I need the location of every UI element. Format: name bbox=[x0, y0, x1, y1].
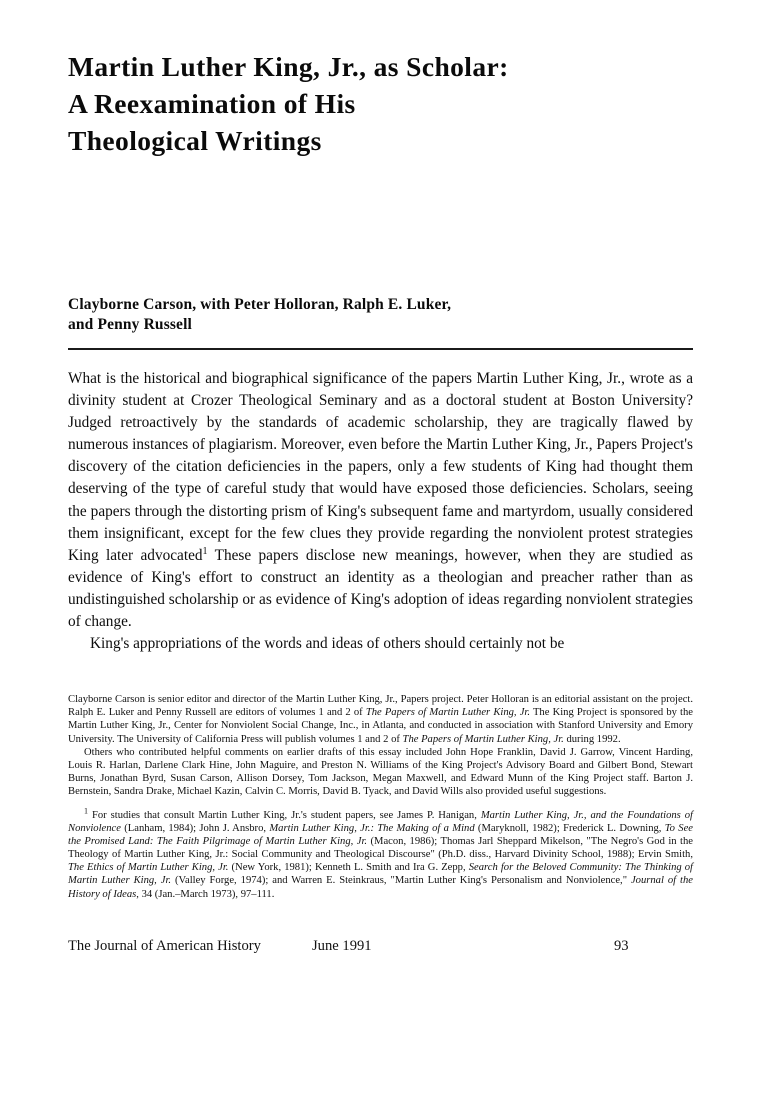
note1-segment-3: (Maryknoll, 1982); Frederick L. Downing, bbox=[474, 823, 665, 835]
footnote-number-1: 1 bbox=[84, 806, 88, 816]
note1-italic-3: To See the Promised Land: The Faith Pilgrimage of Martin Luther King, Jr. bbox=[68, 823, 693, 848]
body-paragraph-1 bbox=[68, 368, 693, 633]
footnote-acknowledgments: Others who contributed helpful comments on earlier drafts of this essay included John Hope Franklin, David J. Garrow, Vincent Harding, Louis R. Harlan, Darlene Clark Hine, John Maguire, and Preston N. Williams of the King Project's Advisory Board and Gilbert Bond, Stewart Burns, Jonathan Byrd, Susan Carson, Allison Dorsey, Tom Jackson, Megan Maxwell, and Edward Munn of the King Project staff. Barton J. Bernstein, Sandra Drake, Michael Kazin, Calvin C. Morris, David B. Tyack, and David Wills also provided useful suggestions. bbox=[68, 746, 693, 797]
bio-italic-title-2: The Papers of Martin Luther King, Jr. bbox=[402, 733, 564, 745]
footnote-reference-1[interactable]: 1 bbox=[202, 545, 208, 557]
byline-line-1: Clayborne Carson, with Peter Holloran, Ralph E. Luker, bbox=[68, 296, 452, 313]
note1-segment-5: (New York, 1981); Kenneth L. Smith and Ira G. Zepp, bbox=[228, 862, 469, 874]
article-title-line-3: Theological Writings bbox=[68, 125, 322, 156]
body-paragraph-2: King's appropriations of the words and ideas of others should certainly not be bbox=[90, 635, 565, 653]
bio-italic-title-1: The Papers of Martin Luther King, Jr. bbox=[365, 707, 531, 719]
article-byline bbox=[68, 295, 693, 350]
bio-segment-3: during 1992. bbox=[563, 733, 621, 745]
footer-page-number: 93 bbox=[614, 938, 629, 954]
bio-segment-2: The King Project is sponsored by the Martin Luther King, Jr., Center for Nonviolent Social Change, Inc., in Atlanta, and conducted in association with Stanford University and Emory University. The University of California Press will publish volumes 1 and 2 of bbox=[68, 707, 694, 745]
note1-segment-6: (Valley Forge, 1974); and Warren E. Steinkraus, "Martin Luther King's Personalism and Nonviolence," bbox=[171, 875, 631, 887]
article-title-line-1: Martin Luther King, Jr., as Scholar: bbox=[68, 51, 509, 82]
note1-italic-6: Journal of the History of Ideas bbox=[68, 875, 693, 900]
body-paragraph-1-text-b: These papers disclose new meanings, however, when they are studied as evidence of King's effort to construct an identity as a theologian and preacher rather than as undistinguished scholarship or as evidence of King's adoption of ideas regarding nonviolent strategies of change. bbox=[68, 546, 694, 631]
note1-segment-7: , 34 (Jan.–March 1973), 97–111. bbox=[136, 888, 275, 900]
article-title bbox=[68, 0, 693, 159]
note1-segment-2: (Lanham, 1984); John J. Ansbro, bbox=[120, 823, 270, 835]
byline-line-2: and Penny Russell bbox=[68, 315, 192, 333]
article-title-line-2: A Reexamination of His bbox=[68, 88, 356, 119]
footer-issue-date: June 1991 bbox=[312, 938, 372, 954]
note1-italic-5: Search for the Beloved Community: The Thinking of Martin Luther King, Jr. bbox=[68, 862, 693, 887]
note1-italic-1: Martin Luther King, Jr., and the Foundations of Nonviolence bbox=[68, 809, 693, 835]
footnotes-section bbox=[68, 693, 693, 900]
byline-divider-rule bbox=[68, 348, 693, 350]
footer-journal-name: The Journal of American History bbox=[68, 938, 261, 954]
footnote-author-bio bbox=[68, 693, 693, 745]
bio-segment-1: Clayborne Carson is senior editor and director of the Martin Luther King, Jr., Papers project. Peter Holloran is an editorial assistant on the project. Ralph E. Luker and Penny Russell are editors of volumes 1 and 2 of bbox=[68, 694, 693, 719]
note1-segment-4: (Macon, 1986); Thomas Jarl Sheppard Mikelson, "The Negro's God in the Theology of Martin Luther King, Jr.: Social Community and Theological Discourse" (Ph.D. diss., Harvard Divinity School, 1988); Ervin Smith, bbox=[68, 836, 693, 861]
note1-italic-4: The Ethics of Martin Luther King, Jr. bbox=[68, 862, 229, 874]
article-body bbox=[68, 368, 693, 655]
page-content-column bbox=[68, 0, 693, 901]
note1-segment-1: For studies that consult Martin Luther King, Jr.'s student papers, see James P. Hanigan, bbox=[88, 809, 481, 821]
note1-italic-2: Martin Luther King, Jr.: The Making of a Mind bbox=[269, 823, 475, 835]
footnote-note-1 bbox=[68, 806, 693, 901]
body-paragraph-1-text-a: What is the historical and biographical significance of the papers Martin Luther King, Jr., wrote as a divinity student at Crozer Theological Seminary and as a doctoral student at Boston University? Judged retroactively by the standards of academic scholarship, they are tragically flawed by numerous instances of plagiarism. Moreover, even before the Martin Luther King, Jr., Papers Project's discovery of the citation deficiencies in the papers, only a few students of King had thought them deserving of the type of careful study that would have exposed those deficiencies. Scholars, seeing the papers through the distorting prism of King's subsequent fame and martyrdom, usually considered them insignificant, except for the few clues they provide regarding the nonviolent protest strategies King later advocated bbox=[68, 370, 693, 564]
